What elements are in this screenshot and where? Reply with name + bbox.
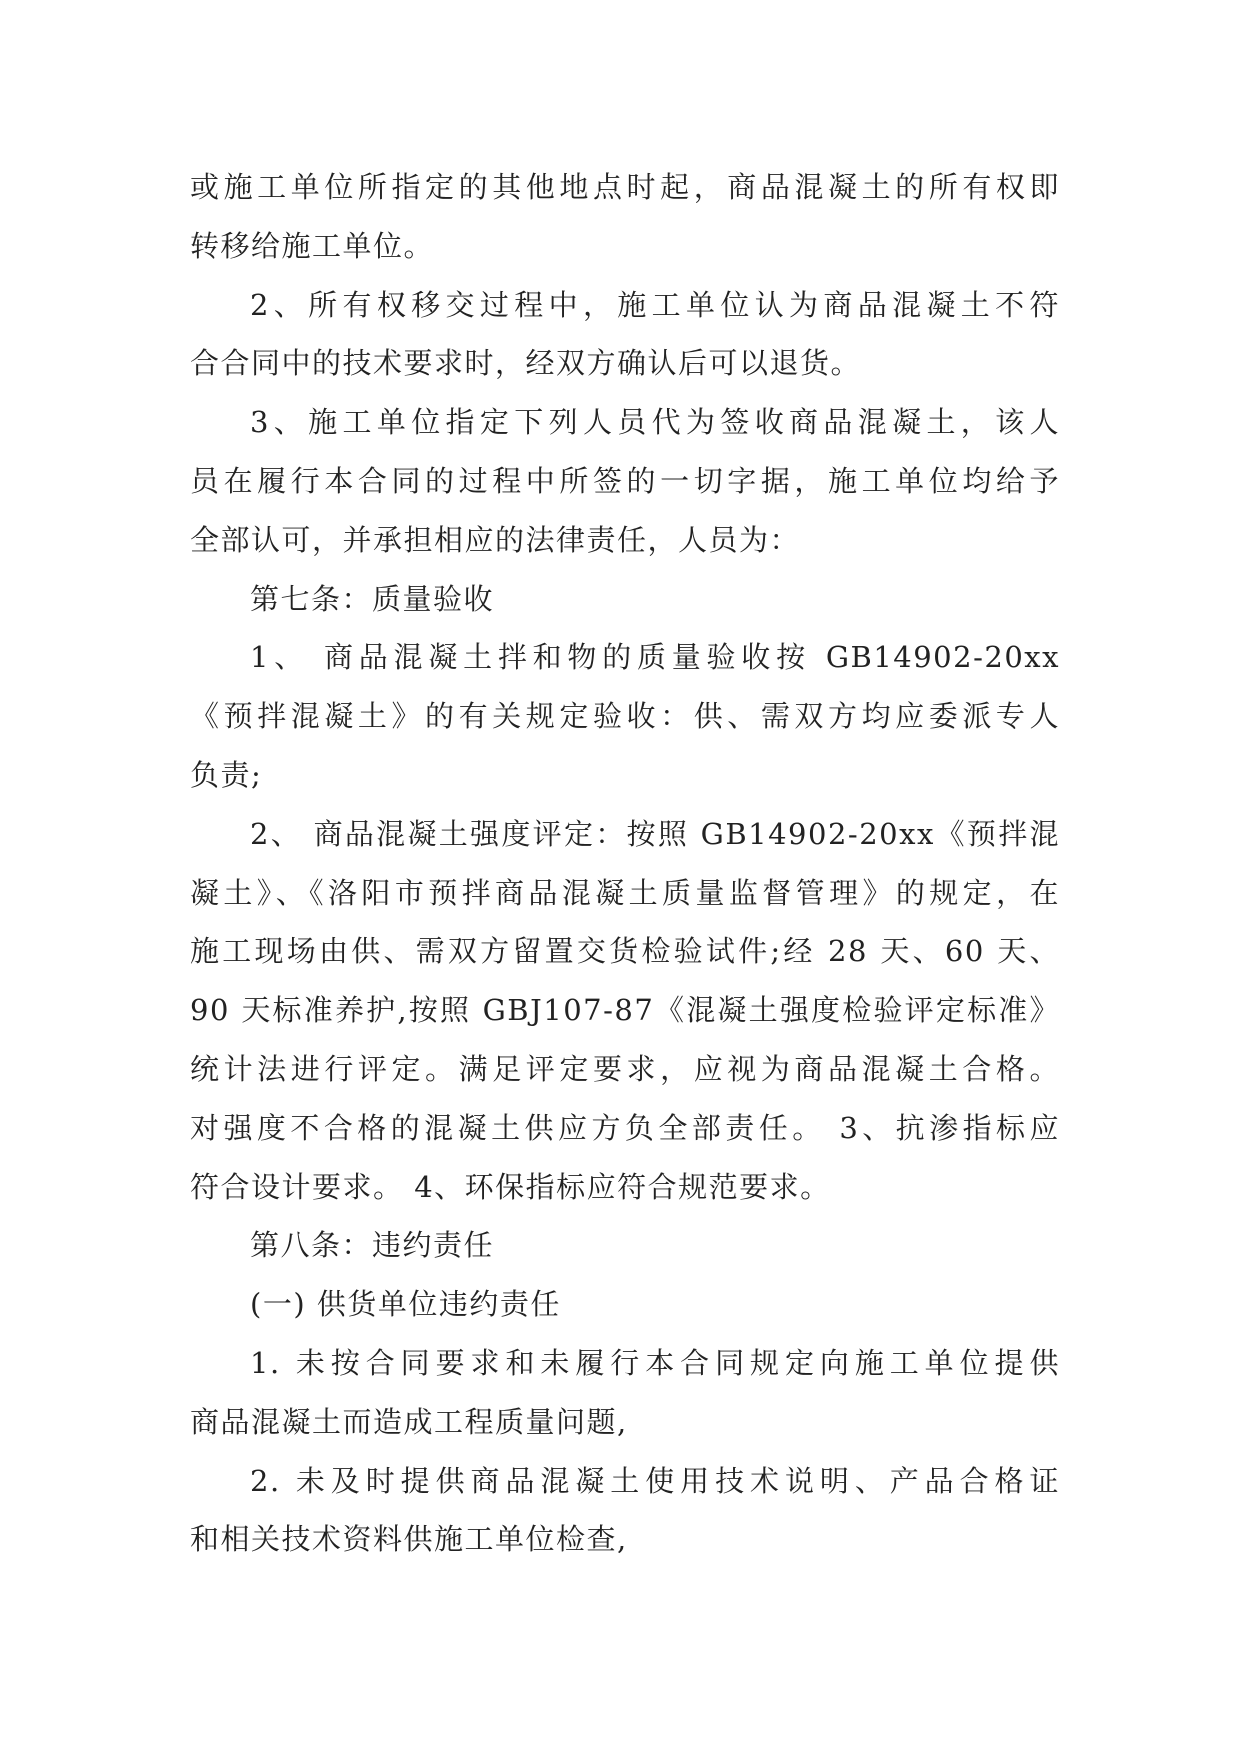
text-line: 3、施工单位指定下列人员代为签收商品混凝土，该人: [250, 405, 1060, 440]
text-line: 和相关技术资料供施工单位检查,: [190, 1522, 628, 1557]
text-line: 符合设计要求。 4、环保指标应符合规范要求。: [190, 1169, 831, 1204]
text-line: 全部认可，并承担相应的法律责任，人员为：: [190, 522, 801, 557]
text-line: 凝土》、《洛阳市预拌商品混凝土质量监督管理》的规定，在: [190, 875, 1060, 910]
document-body: [190, 158, 1060, 1569]
text-line: 1. 未按合同要求和未履行本合同规定向施工单位提供: [250, 1345, 1060, 1380]
text-line: 90 天标准养护,按照 GBJ107-87《混凝土强度检验评定标准》: [190, 993, 1060, 1028]
text-line: 2、 商品混凝土强度评定：按照 GB14902-20xx《预拌混: [250, 816, 1060, 851]
section-heading: 第七条：质量验收: [250, 581, 495, 616]
text-line: 2. 未及时提供商品混凝土使用技术说明、产品合格证: [250, 1463, 1060, 1498]
text-line: 对强度不合格的混凝土供应方负全部责任。 3、抗渗指标应: [190, 1110, 1060, 1145]
text-line: 负责;: [190, 757, 263, 792]
subsection-heading: (一) 供货单位违约责任: [250, 1287, 561, 1322]
section-heading: 第八条：违约责任: [250, 1228, 495, 1263]
text-line: 2、所有权移交过程中，施工单位认为商品混凝土不符: [250, 287, 1060, 322]
text-line: 商品混凝土而造成工程质量问题,: [190, 1404, 628, 1439]
text-line: 施工现场由供、需双方留置交货检验试件;经 28 天、60 天、: [190, 934, 1060, 969]
text-line: 1、 商品混凝土拌和物的质量验收按 GB14902-20xx: [250, 640, 1060, 675]
text-line: 《预拌混凝土》的有关规定验收：供、需双方均应委派专人: [190, 699, 1060, 734]
text-line: 统计法进行评定。满足评定要求，应视为商品混凝土合格。: [190, 1051, 1060, 1086]
text-line: 员在履行本合同的过程中所签的一切字据，施工单位均给予: [190, 463, 1060, 498]
text-line: 转移给施工单位。: [190, 228, 435, 263]
text-line: 或施工单位所指定的其他地点时起，商品混凝土的所有权即: [190, 170, 1060, 204]
text-line: 合合同中的技术要求时，经双方确认后可以退货。: [190, 346, 862, 381]
